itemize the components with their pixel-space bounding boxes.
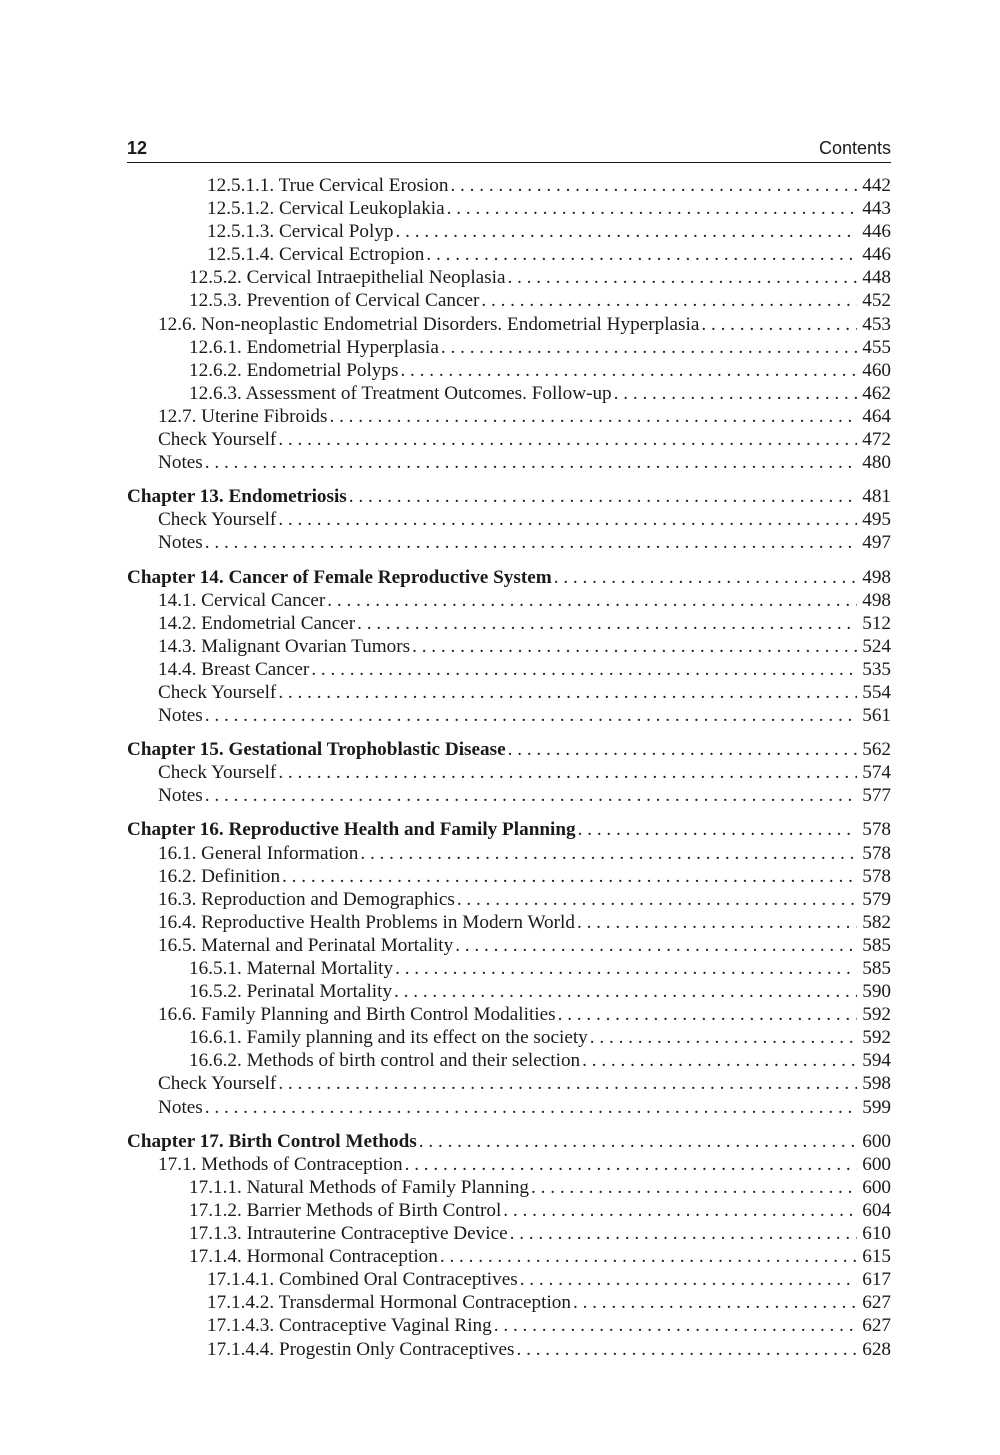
toc-entry-title: 12.5.1.4. Cervical Ectropion [207, 244, 425, 266]
toc-entry[interactable] [127, 934, 891, 957]
dot-leader [441, 336, 857, 359]
toc-entry-page-number: 610 [862, 1223, 891, 1245]
toc-entry-title: 17.1. Methods of Contraception [158, 1153, 403, 1175]
dot-leader [614, 382, 857, 405]
toc-entry[interactable] [127, 980, 891, 1003]
dot-leader [278, 428, 857, 451]
toc-entry-page-number: 561 [862, 705, 891, 727]
toc-entry[interactable] [127, 1314, 891, 1337]
dot-leader [278, 761, 857, 784]
toc-entry[interactable] [127, 784, 891, 807]
toc-entry[interactable] [127, 289, 891, 312]
toc-entry-page-number: 464 [862, 405, 891, 427]
dot-leader [329, 405, 857, 428]
toc-entry-page-number: 535 [862, 658, 891, 680]
toc-entry[interactable] [127, 1026, 891, 1049]
table-of-contents [127, 174, 891, 1361]
toc-entry-title: 14.3. Malignant Ovarian Tumors [158, 635, 411, 657]
dot-leader [494, 1314, 857, 1337]
dot-leader [577, 911, 857, 934]
toc-entry[interactable] [127, 266, 891, 289]
toc-entry-page-number: 579 [862, 888, 891, 910]
dot-leader [447, 197, 857, 220]
toc-entry-page-number: 472 [862, 429, 891, 451]
toc-entry-title: 16.5.2. Perinatal Mortality [189, 981, 393, 1003]
dot-leader [395, 957, 857, 980]
toc-entry[interactable] [127, 1222, 891, 1245]
toc-entry-title: Chapter 17. Birth Control Methods [127, 1130, 417, 1152]
dot-leader [412, 635, 857, 658]
toc-entry-page-number: 498 [862, 566, 891, 588]
toc-entry-title: Check Yourself [158, 429, 277, 451]
toc-entry-title: 16.1. General Information [158, 842, 359, 864]
dot-leader [558, 1003, 857, 1026]
toc-entry[interactable] [127, 635, 891, 658]
toc-entry[interactable] [127, 243, 891, 266]
dot-leader [426, 243, 857, 266]
dot-leader [205, 704, 857, 727]
toc-entry[interactable] [127, 911, 891, 934]
dot-leader [481, 289, 857, 312]
toc-entry-title: Notes [158, 452, 203, 474]
dot-leader [360, 842, 857, 865]
dot-leader [508, 738, 857, 761]
toc-entry-title: 17.1.1. Natural Methods of Family Planning [189, 1176, 530, 1198]
dot-leader [278, 508, 857, 531]
toc-entry[interactable] [127, 359, 891, 382]
toc-entry-page-number: 442 [862, 175, 891, 196]
toc-entry-title: 12.6.1. Endometrial Hyperplasia [189, 336, 439, 358]
dot-leader [503, 1199, 857, 1222]
toc-entry-title: 17.1.4.1. Combined Oral Contraceptives [207, 1269, 518, 1291]
toc-entry[interactable] [127, 1049, 891, 1072]
toc-entry-page-number: 512 [862, 612, 891, 634]
dot-leader [457, 888, 857, 911]
toc-entry[interactable] [127, 336, 891, 359]
toc-entry-page-number: 600 [862, 1153, 891, 1175]
toc-entry-page-number: 582 [862, 911, 891, 933]
toc-entry-title: 16.2. Definition [158, 865, 281, 887]
toc-entry-page-number: 594 [862, 1050, 891, 1072]
dot-leader [327, 589, 857, 612]
toc-entry-title: 17.1.4.3. Contraceptive Vaginal Ring [207, 1315, 492, 1337]
toc-entry[interactable] [127, 842, 891, 865]
page-header [127, 136, 891, 163]
toc-entry-title: 12.5.3. Prevention of Cervical Cancer [189, 290, 480, 312]
page-number: 12 [127, 138, 148, 158]
toc-entry-title: 12.5.2. Cervical Intraepithelial Neoplasia [189, 267, 506, 289]
toc-entry-title: 17.1.4. Hormonal Contraception [189, 1246, 438, 1268]
toc-entry[interactable] [127, 531, 891, 554]
toc-entry-page-number: 498 [862, 589, 891, 611]
toc-entry-page-number: 453 [862, 313, 891, 335]
toc-entry-page-number: 585 [862, 934, 891, 956]
dot-leader [573, 1291, 857, 1314]
toc-entry-page-number: 481 [862, 486, 891, 508]
toc-entry-title: 14.4. Breast Cancer [158, 658, 310, 680]
toc-entry[interactable] [127, 1153, 891, 1176]
toc-entry[interactable] [127, 220, 891, 243]
toc-entry-page-number: 578 [862, 865, 891, 887]
dot-leader [349, 485, 857, 508]
toc-entry-page-number: 554 [862, 681, 891, 703]
toc-entry-page-number: 462 [862, 382, 891, 404]
toc-entry[interactable] [127, 1245, 891, 1268]
dot-leader [578, 818, 857, 841]
toc-entry-page-number: 443 [862, 198, 891, 220]
toc-entry[interactable] [127, 589, 891, 612]
toc-entry-title: Notes [158, 532, 203, 554]
toc-chapter-entry[interactable] [127, 485, 891, 508]
dot-leader [450, 174, 857, 197]
toc-entry-title: 12.6. Non-neoplastic Endometrial Disorders. Endometrial Hyperplasia [158, 313, 700, 335]
toc-entry-page-number: 446 [862, 244, 891, 266]
dot-leader [510, 1222, 857, 1245]
toc-entry-title: 12.5.1.2. Cervical Leukoplakia [207, 198, 445, 220]
dot-leader [582, 1049, 857, 1072]
toc-entry[interactable] [127, 957, 891, 980]
toc-entry-title: 14.2. Endometrial Cancer [158, 612, 356, 634]
toc-entry-page-number: 590 [862, 981, 891, 1003]
dot-leader [455, 934, 857, 957]
toc-entry-title: 16.5.1. Maternal Mortality [189, 958, 394, 979]
toc-entry-title: Chapter 13. Endometriosis [127, 486, 347, 508]
toc-entry[interactable] [127, 658, 891, 681]
dot-leader [517, 1338, 858, 1361]
toc-entry[interactable] [127, 1199, 891, 1222]
toc-entry[interactable] [127, 382, 891, 405]
toc-entry-title: Notes [158, 1096, 203, 1118]
toc-entry-title: 12.5.1.3. Cervical Polyp [207, 221, 394, 243]
toc-entry-page-number: 604 [862, 1199, 891, 1221]
toc-entry-page-number: 600 [862, 1130, 891, 1152]
toc-entry-title: 12.7. Uterine Fibroids [158, 405, 328, 427]
toc-entry-page-number: 577 [862, 785, 891, 807]
toc-entry-page-number: 578 [862, 819, 891, 841]
dot-leader [396, 220, 857, 243]
toc-entry-title: 16.4. Reproductive Health Problems in Modern World [158, 911, 575, 933]
toc-entry-page-number: 446 [862, 221, 891, 243]
toc-entry-page-number: 574 [862, 762, 891, 784]
toc-entry-page-number: 497 [862, 532, 891, 554]
toc-entry-page-number: 627 [862, 1315, 891, 1337]
toc-entry-title: 16.5. Maternal and Perinatal Mortality [158, 934, 454, 956]
toc-entry[interactable] [127, 197, 891, 220]
dot-leader [205, 784, 857, 807]
dot-leader [394, 980, 857, 1003]
toc-entry[interactable] [127, 428, 891, 451]
toc-entry[interactable] [127, 405, 891, 428]
toc-entry[interactable] [127, 704, 891, 727]
toc-chapter-entry[interactable] [127, 566, 891, 589]
toc-entry-title: 14.1. Cervical Cancer [158, 589, 326, 611]
toc-entry[interactable] [127, 681, 891, 704]
dot-leader [507, 266, 857, 289]
toc-chapter-entry[interactable] [127, 738, 891, 761]
dot-leader [282, 865, 857, 888]
toc-entry-title: 16.6.2. Methods of birth control and their selection [189, 1050, 581, 1072]
toc-chapter-entry[interactable] [127, 818, 891, 841]
toc-entry-page-number: 592 [862, 1004, 891, 1026]
toc-entry[interactable] [127, 1072, 891, 1095]
toc-entry-page-number: 452 [862, 290, 891, 312]
toc-entry[interactable] [127, 1268, 891, 1291]
dot-leader [205, 531, 857, 554]
toc-entry[interactable] [127, 313, 891, 336]
toc-entry-page-number: 598 [862, 1073, 891, 1095]
toc-entry-page-number: 627 [862, 1292, 891, 1314]
toc-entry[interactable] [127, 1291, 891, 1314]
toc-entry-page-number: 585 [862, 958, 891, 979]
toc-chapter-entry[interactable] [127, 1130, 891, 1153]
toc-entry-page-number: 599 [862, 1096, 891, 1118]
toc-entry[interactable] [127, 888, 891, 911]
toc-entry-title: 17.1.3. Intrauterine Contraceptive Device [189, 1223, 508, 1245]
toc-entry-page-number: 524 [862, 635, 891, 657]
toc-entry[interactable] [127, 761, 891, 784]
toc-entry[interactable] [127, 451, 891, 474]
dot-leader [205, 451, 857, 474]
toc-entry-title: Chapter 14. Cancer of Female Reproductive System [127, 566, 552, 588]
toc-entry-page-number: 592 [862, 1027, 891, 1049]
running-head: Contents [818, 138, 891, 158]
toc-entry[interactable] [127, 508, 891, 531]
toc-entry-title: Notes [158, 705, 203, 727]
toc-entry-page-number: 628 [862, 1338, 891, 1360]
dot-leader [278, 1072, 857, 1095]
toc-entry-title: 16.6. Family Planning and Birth Control Modalities [158, 1004, 556, 1026]
toc-entry-page-number: 600 [862, 1176, 891, 1198]
toc-entry-title: Chapter 16. Reproductive Health and Family Planning [127, 819, 576, 841]
toc-entry-title: 17.1.2. Barrier Methods of Birth Control [189, 1199, 502, 1221]
toc-entry-page-number: 460 [862, 359, 891, 381]
dot-leader [400, 359, 857, 382]
toc-entry-title: Notes [158, 785, 203, 807]
toc-entry-page-number: 455 [862, 336, 891, 358]
toc-entry-title: Check Yourself [158, 1073, 277, 1095]
toc-entry[interactable] [127, 1096, 891, 1119]
dot-leader [419, 1130, 857, 1153]
toc-entry[interactable] [127, 612, 891, 635]
toc-entry-page-number: 480 [862, 452, 891, 474]
toc-entry-page-number: 578 [862, 842, 891, 864]
dot-leader [405, 1153, 857, 1176]
toc-entry-page-number: 495 [862, 509, 891, 531]
toc-entry-title: Check Yourself [158, 681, 277, 703]
toc-entry-title: Chapter 15. Gestational Trophoblastic Disease [127, 739, 506, 761]
dot-leader [701, 313, 857, 336]
toc-entry[interactable] [127, 865, 891, 888]
toc-entry-title: 12.6.3. Assessment of Treatment Outcomes. Follow-up [189, 382, 612, 404]
dot-leader [554, 566, 857, 589]
dot-leader [278, 681, 857, 704]
dot-leader [590, 1026, 857, 1049]
dot-leader [311, 658, 857, 681]
toc-entry-title: 17.1.4.2. Transdermal Hormonal Contraception [207, 1292, 571, 1314]
toc-entry[interactable] [127, 1338, 891, 1361]
dot-leader [520, 1268, 857, 1291]
toc-entry-page-number: 615 [862, 1246, 891, 1268]
toc-entry-title: 16.6.1. Family planning and its effect on the society [189, 1027, 588, 1049]
toc-entry-page-number: 448 [862, 267, 891, 289]
toc-entry-title: 12.6.2. Endometrial Polyps [189, 359, 399, 381]
toc-entry-title: Check Yourself [158, 762, 277, 784]
toc-entry-title: 17.1.4.4. Progestin Only Contraceptives [207, 1338, 515, 1360]
dot-leader [357, 612, 857, 635]
dot-leader [205, 1096, 857, 1119]
dot-leader [531, 1176, 857, 1199]
toc-entry-title: Check Yourself [158, 509, 277, 531]
toc-entry-page-number: 617 [862, 1269, 891, 1291]
toc-entry[interactable] [127, 174, 891, 197]
toc-entry[interactable] [127, 1176, 891, 1199]
toc-entry-title: 12.5.1.1. True Cervical Erosion [207, 175, 449, 196]
toc-entry-title: 16.3. Reproduction and Demographics [158, 888, 455, 910]
dot-leader [440, 1245, 857, 1268]
toc-entry-page-number: 562 [862, 739, 891, 761]
toc-entry[interactable] [127, 1003, 891, 1026]
